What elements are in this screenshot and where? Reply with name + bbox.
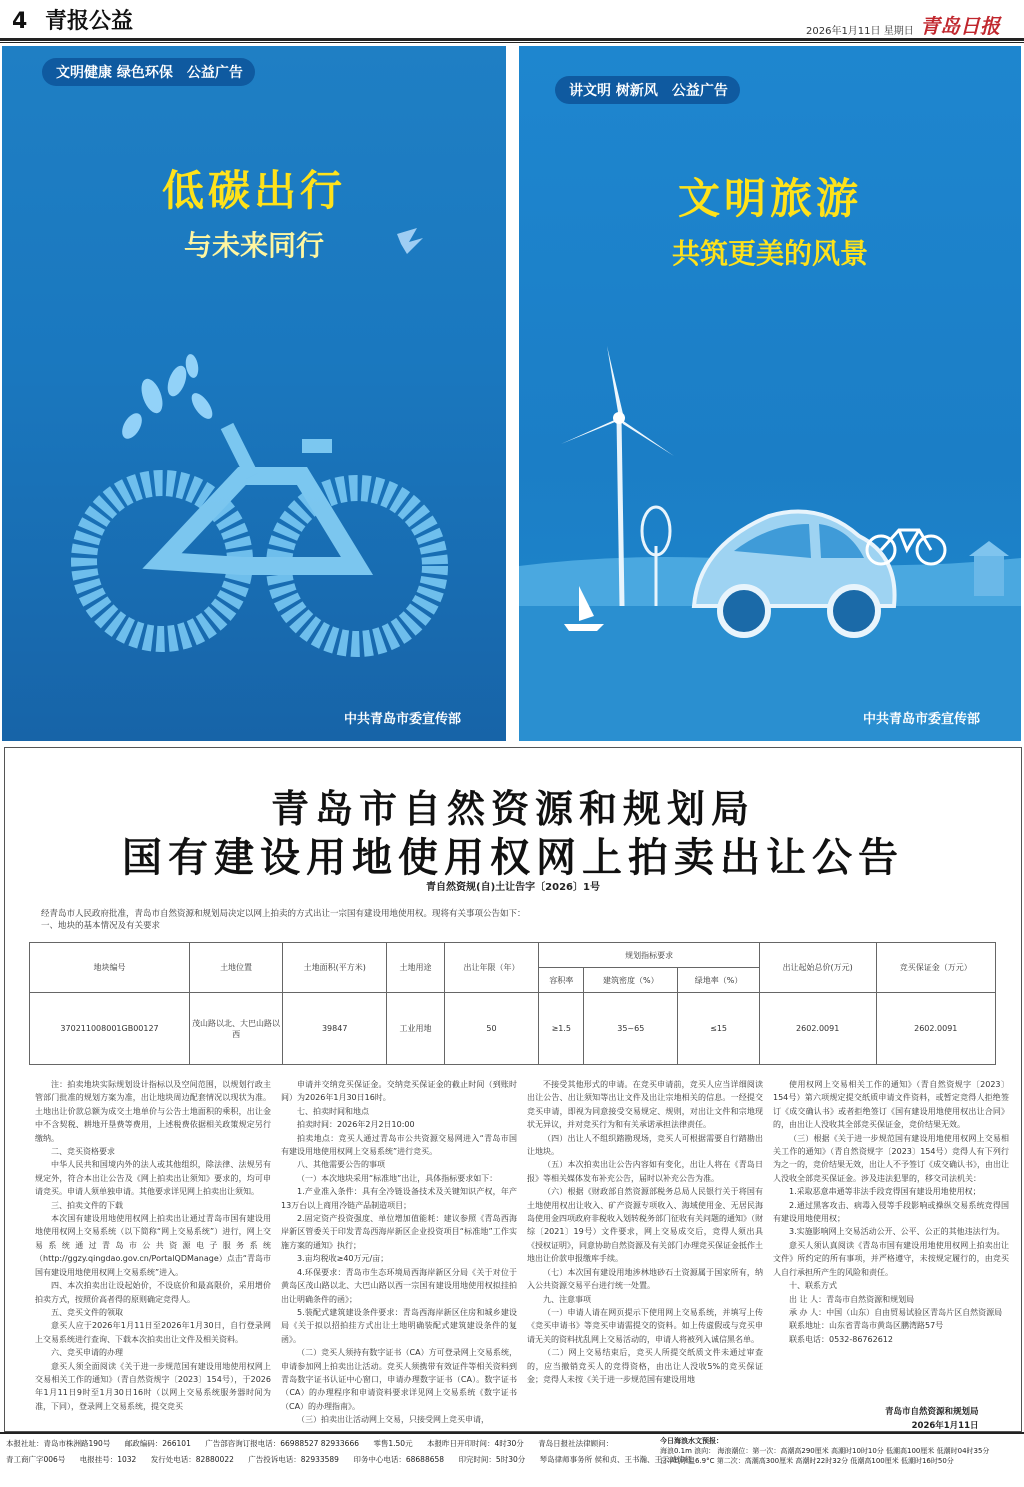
ad-civilized-tourism <box>519 46 1021 741</box>
cell-start-price: 2602.0091 <box>759 993 876 1065</box>
cell-location: 茂山路以北、大巴山路以西 <box>190 993 283 1065</box>
notice-paragraph: 五、竞买文件的领取 <box>51 1307 123 1317</box>
notice-paragraph: 3.实施影响网上交易活动公开、公平、公正的其他违法行为。 <box>789 1227 1005 1237</box>
header-rule <box>0 38 1024 41</box>
ad-right-title: 文明旅游 <box>677 174 862 223</box>
notice-paragraph: 2.通过黑客攻击、病毒入侵等手段影响或操纵交易系统竞得国有建设用地使用权； <box>773 1200 1009 1224</box>
col-deposit: 竞买保证金（万元） <box>876 943 995 993</box>
footer-complaint-phone: 广告投诉电话：82933589 <box>248 1455 339 1464</box>
header-rule-thin <box>0 42 1024 43</box>
notice-paragraph: 2.固定资产投资强度、单位增加值能耗：建议参照《青岛西海岸新区管委关于印发青岛西海岸新区企业投资项目“标准地”工作实施方案的通知》执行； <box>281 1214 517 1250</box>
notice-paragraph: 四、本次拍卖出让设起始价，不设底价和最高限价，采用增价拍卖方式，按照价高者得的原则确定竞得人。 <box>35 1281 271 1304</box>
page-section <box>12 4 143 35</box>
page-number: 4 <box>12 9 28 34</box>
col-plot-ratio: 容积率 <box>539 968 584 993</box>
notice-paragraph: 不接受其他形式的申请。在竞买申请前，竞买人应当详细阅读出让公告、出让须知等出让文件及出让宗地相关的信息。一经提交竞买申请，即视为同意接受交易规定、规则，对出让文件和宗地现状无异议，并对竞买行为和有关承诺承担法律责任。 <box>527 1080 763 1130</box>
col-plot-id: 地块编号 <box>30 943 190 993</box>
notice-paragraph: 4.环保要求：青岛市生态环境局西海岸新区分局《关于对位于黄岛区茂山路以北、大巴山路以西一宗国有建设用地使用权拟挂拍出让明确条件的函》； <box>281 1267 517 1304</box>
notice-paragraph: 三、拍卖文件的下载 <box>51 1200 123 1210</box>
footer-ad-phone: 广告部咨询订报电话：66988527 82933666 <box>205 1439 359 1448</box>
tide-forecast <box>660 1436 1020 1484</box>
notice-paragraph: 六、竞买申请的办理 <box>51 1348 123 1358</box>
notice-signature <box>885 1405 979 1433</box>
footer-postcode: 邮政编码：266101 <box>124 1439 191 1448</box>
notice-paragraph: 本次国有建设用地使用权网上拍卖出让通过青岛市国有建设用地使用权网上交易系统（以下简称“网上交易系统”）进行，网上交易系统通过青岛市公共资源电子服务系统（http://ggzy.qingdao.gov.cn/PortalQDManage）点击“青岛市国有建设用地使用权网上交易系统”进入。 <box>35 1214 271 1277</box>
cell-plot-ratio: ≥1.5 <box>539 993 584 1065</box>
notice-paragraph: （六）根据《财政部自然资源部税务总局人民银行关于将国有土地使用权出让收入、矿产资源专项收入、海域使用金、无居民海岛使用金四项政府非税收入划转税务部门征收有关问题的通知》（财综〔2021〕19号）文件要求，网上交易成交后，竞得人须出具《授权证明》，同意协助自然资源及有关部门办理竞买保证金抵作土地出让价款申报缴库手续。 <box>527 1187 763 1264</box>
table-row <box>30 993 996 1065</box>
footer-dist-phone: 发行处电话：82880022 <box>150 1455 234 1464</box>
notice-paragraph: 意买人须全面阅读《关于进一步规范国有建设用地使用权网上交易相关工作的通知》（青自然资规字〔2023〕154号），于2026年1月11日9时至1月30日16时（以网上交易系统服务器时间为准，下同），登录网上交易系统，提交竞买 <box>35 1361 271 1411</box>
notice-paragraph: 申请并交纳竞买保证金。交纳竞买保证金的截止时间（到账时间）为2026年1月30日16时。 <box>281 1080 517 1103</box>
tide-title: 今日海浪水文预报： <box>660 1437 723 1445</box>
footer-print-end: 印完时间：5时30分 <box>458 1455 526 1464</box>
footer-print-center: 印务中心电话：68688658 <box>353 1455 445 1464</box>
sign-date: 2026年1月11日 <box>911 1421 979 1431</box>
col-area: 土地面积(平方米) <box>283 943 387 993</box>
cell-area: 39847 <box>283 993 387 1065</box>
notice-paragraph: 十、联系方式 <box>789 1281 837 1291</box>
notice-paragraph: 七、拍卖时间和地点 <box>297 1106 369 1116</box>
notice-column-1 <box>35 1078 271 1427</box>
notice-paragraph: 5.装配式建筑建设条件要求：青岛西海岸新区住房和城乡建设局《关于拟以招拍挂方式出让土地明确装配式建筑建设条件的复函》。 <box>281 1307 517 1344</box>
ad-right-org: 中共青岛市委宣传部 <box>863 712 981 727</box>
notice-paragraph: （一）申请人请在网页提示下使用网上交易系统，并填写上传《竞买申请书》等竞买申请需提交的资料。如上传虚假或与竞买申请无关的资料扰乱网上交易活动的，申请人将被列入诚信黑名单。 <box>527 1307 763 1344</box>
cell-density: 35~65 <box>584 993 678 1065</box>
page-footer <box>0 1432 1024 1487</box>
land-info-table <box>29 942 996 1065</box>
notice-column-4 <box>773 1078 1009 1427</box>
notice-paragraph: 联系电话：0532-86762612 <box>789 1334 893 1344</box>
footer-lawyers: 琴岛律师事务所 侯和贞、王书瀚、王云诚律师 <box>539 1455 693 1464</box>
footer-address: 本报社址：青岛市株洲路190号 <box>6 1439 111 1448</box>
notice-paragraph: 拍卖时间：2026年2月2日10:00 <box>297 1120 415 1130</box>
notice-paragraph: （七）本次国有建设用地涉林地砂石土资源属于国家所有，纳入公共资源交易平台进行统一处置。 <box>527 1267 763 1291</box>
leafy-bicycle-illustration <box>2 46 506 741</box>
footer-license: 青工商广字006号 <box>6 1455 66 1464</box>
col-term: 出让年限（年） <box>444 943 539 993</box>
notice-paragraph: （三）根据《关于进一步规范国有建设用地使用权网上交易相关工作的通知》（青自然资规字〔2023〕154号）竞得人有下列行为之一的，竞价结果无效，出让人不予签订《成交确认书》，由出让人没收全部竞买保证金。涉及违法犯罪的，移交司法机关： <box>773 1133 1009 1183</box>
cell-term: 50 <box>444 993 539 1065</box>
notice-paragraph: （五）本次拍卖出让公告内容如有变化，出让人将在《青岛日报》等相关媒体发布补充公告，届时以补充公告为准。 <box>527 1160 763 1183</box>
notice-paragraph: （二）竞买人须持有数字证书（CA）方可登录网上交易系统，申请参加网上拍卖出让活动。竞买人须携带有效证件等相关资料到青岛数字证书认证中心窗口，申请办理数字证书（CA）。数字证书（CA）的办理程序和申请资料要求详见网上交易系统《数字证书（CA）的办理指南》。 <box>281 1348 517 1411</box>
footer-print-start: 本报昨日开印时间：4时30分 <box>426 1439 524 1448</box>
tide-line-2: 日平均水温6.9°C 第二次：高潮高300厘米 高潮时22时32分 低潮高100厘米 低潮时16时50分 <box>660 1457 954 1465</box>
issue-date: 2026年1月11日 星期日 <box>806 26 914 37</box>
ad-left-org: 中共青岛市委宣传部 <box>344 712 462 727</box>
ad-left-title: 低碳出行 <box>161 166 346 215</box>
notice-paragraph: 意买人应于2026年1月11日至2026年1月30日，自行登录网上交易系统进行查询、下载本次拍卖出让文件及相关资料。 <box>35 1321 271 1344</box>
col-location: 土地位置 <box>190 943 283 993</box>
section-name: 青报公益 <box>44 9 133 34</box>
notice-paragraph: 联系地址：山东省青岛市黄岛区鹏湾路57号 <box>789 1321 944 1331</box>
col-density: 建筑密度（%） <box>584 968 678 993</box>
notice-doc-number: 青自然资规(自)土让告字〔2026〕1号 <box>426 882 600 893</box>
notice-paragraph: 3.亩均税收≥40万元/亩； <box>297 1254 389 1264</box>
notice-paragraph: 八、其他需要公告的事项 <box>297 1160 385 1170</box>
notice-paragraph: 意买人须认真阅读《青岛市国有建设用地使用权网上拍卖出让文件》所约定的所有事项，并严格遵守，未按规定履行的，由竞买人自行承担所产生的风险和责任。 <box>773 1240 1009 1277</box>
col-planning: 规划指标要求 <box>539 943 760 968</box>
land-auction-notice <box>4 747 1022 1432</box>
notice-paragraph: 二、竞买资格要求 <box>51 1147 115 1157</box>
col-start-price: 出让起始总价(万元) <box>759 943 876 993</box>
col-usage: 土地用途 <box>387 943 444 993</box>
cell-deposit: 2602.0091 <box>876 993 995 1065</box>
car-windmill-illustration <box>519 46 1021 741</box>
sign-org: 青岛市自然资源和规划局 <box>885 1407 979 1417</box>
cell-plot-id: 370211008001GB00127 <box>30 993 190 1065</box>
notice-paragraph: （三）拍卖出让活动网上交易，只接受网上竞买申请， <box>297 1415 489 1425</box>
cell-usage: 工业用地 <box>387 993 444 1065</box>
page-header <box>0 0 1024 40</box>
notice-intro-text: 经青岛市人民政府批准，青岛市自然资源和规划局决定以网上拍卖的方式出让一宗国有建设用地使用权。现将有关事项公告如下： <box>41 909 526 919</box>
ad-left-subtitle: 与未来同行 <box>183 229 324 262</box>
footer-row-2 <box>6 1454 704 1465</box>
notice-paragraph: 拍卖地点：竞买人通过青岛市公共资源交易网进入“青岛市国有建设用地使用权网上交易系统”进行竞买。 <box>281 1133 517 1157</box>
cell-green: ≤15 <box>678 993 760 1065</box>
ad-left-tag-text: 文明健康 绿色环保 <box>56 65 173 81</box>
notice-body-columns <box>35 1078 1009 1427</box>
ad-right-tag-suffix: 公益广告 <box>671 83 728 99</box>
notice-paragraph: 1.采取恶意串通等非法手段竞得国有建设用地使用权； <box>789 1187 981 1197</box>
notice-paragraph: （四）出让人不组织踏勘现场，竞买人可根据需要自行踏勘出让地块。 <box>527 1133 763 1157</box>
footer-row-1 <box>6 1438 625 1449</box>
ad-right-tag-text: 讲文明 树新风 <box>569 83 658 99</box>
notice-section-1: 一、地块的基本情况及有关要求 <box>41 921 161 931</box>
notice-paragraph: 九、注意事项 <box>543 1294 591 1304</box>
notice-paragraph: 承 办 人：中国（山东）自由贸易试验区青岛片区自然资源局 <box>789 1307 1003 1317</box>
notice-title-main: 国有建设用地使用权网上拍卖出让公告 <box>122 835 904 881</box>
notice-paragraph: （一）本次地块采用“标准地”出让，具体指标要求如下： <box>297 1173 498 1183</box>
notice-column-3 <box>527 1078 763 1427</box>
footer-telegram: 电报挂号：1032 <box>79 1455 137 1464</box>
tide-line-1: 海浪0.1m 浪向： 海浪潮位：第一次：高潮高290厘米 高潮时10时10分 低潮高100厘米 低潮时04时35分 <box>660 1447 990 1455</box>
ad-left-tag-suffix: 公益广告 <box>186 65 243 81</box>
notice-paragraph: 注：拍卖地块实际规划设计指标以及空间范围，以规划行政主管部门批准的规划方案为准，出让地块周边配套情况以现状为准。土地出让价款总额为成交土地单价与公告土地面积的乘积，出让金中不含契税、耕地开垦费等费用，上述税费依据相关政策规定另行缴纳。 <box>35 1080 271 1143</box>
notice-paragraph: 1.产业准入条件：具有全冷链设备技术及关键知识产权，年产13万台以上商用冷链产品制造项目； <box>281 1187 517 1210</box>
notice-title-agency: 青岛市自然资源和规划局 <box>270 787 755 831</box>
notice-paragraph: （二）网上交易结束后，竞买人所提交纸质文件未通过审查的，应当撤销竞买人的竞得资格，由出让人没收5%的竞买保证金；竞得人未按《关于进一步规范国有建设用地 <box>527 1348 763 1384</box>
ad-right-subtitle: 共筑更美的风景 <box>671 237 868 270</box>
newspaper-logo: 青岛日报 <box>920 14 1000 38</box>
col-green: 绿地率（%） <box>678 968 760 993</box>
notice-paragraph: 中华人民共和国境内外的法人或其他组织，除法律、法规另有规定外，符合本出让公告及《网上拍卖出让须知》要求的，均可申请竞买。申请人须单独申请。其他要求详见网上拍卖出让须知。 <box>35 1160 271 1197</box>
notice-paragraph: 使用权网上交易相关工作的通知》（青自然资规字〔2023〕154号）第六项规定提交纸质申请文件资料，或暂定竞得人拒绝签订《成交确认书》或者拒绝签订《国有建设用地使用权出让合同》的，由出让人没收其全部竞买保证金，竞价结果无效。 <box>773 1080 1009 1130</box>
footer-legal-label: 青岛日报社法律顾问： <box>538 1439 614 1448</box>
notice-paragraph: 出 让 人：青岛市自然资源和规划局 <box>789 1294 915 1304</box>
ad-low-carbon <box>2 46 506 741</box>
footer-price: 零售1.50元 <box>373 1439 413 1448</box>
notice-intro <box>41 908 526 932</box>
notice-column-2 <box>281 1078 517 1427</box>
